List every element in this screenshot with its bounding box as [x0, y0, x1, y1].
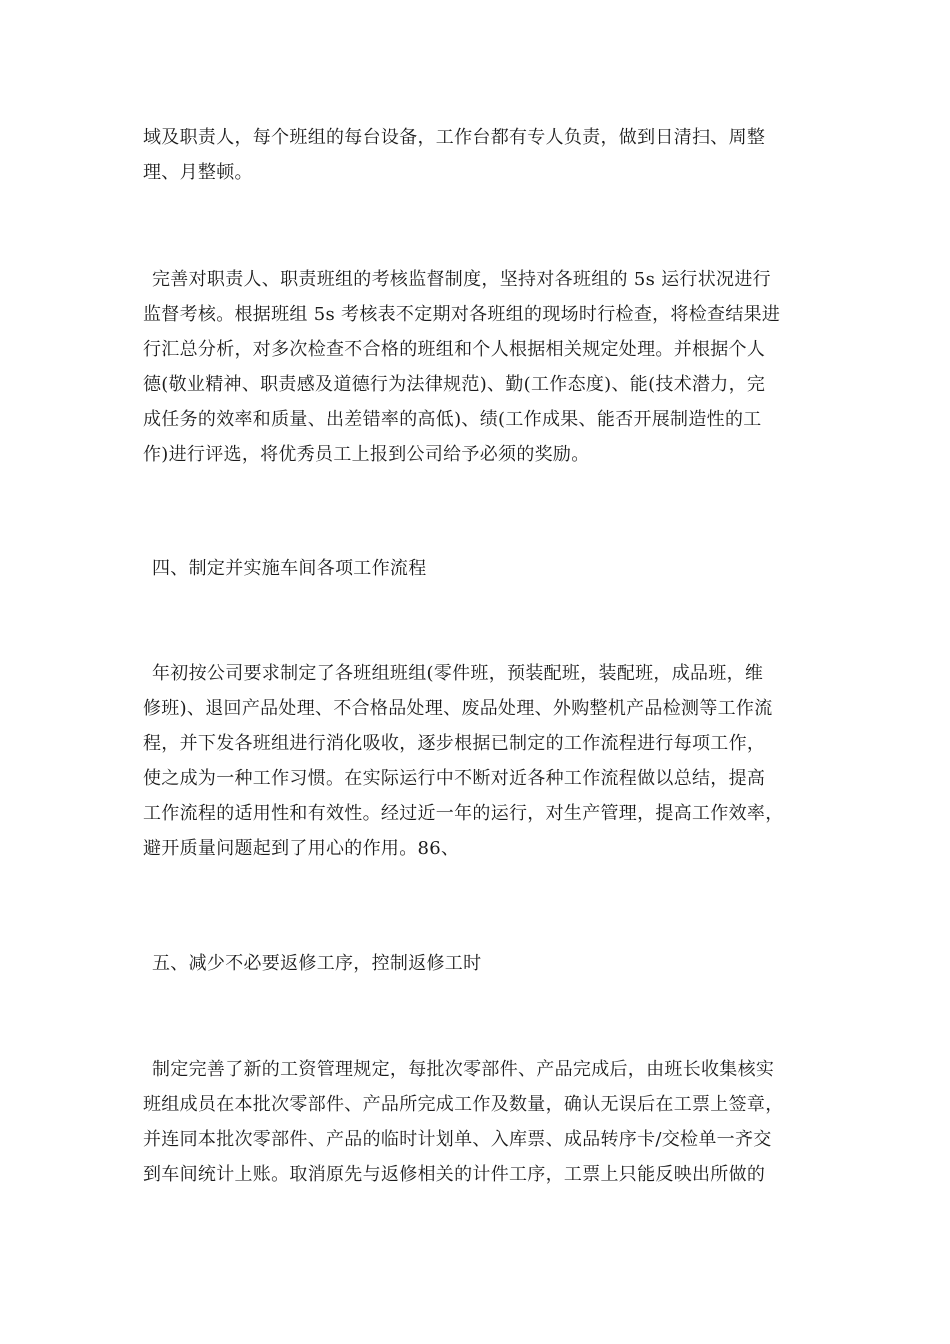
paragraph-line: 年初按公司要求制定了各班组班组(零件班，预装配班，装配班，成品班，维	[152, 663, 764, 684]
paragraph-line: 程，并下发各班组进行消化吸收，逐步根据已制定的工作流程进行每项工作，	[143, 733, 766, 754]
paragraph-line: 作)进行评选，将优秀员工上报到公司给予必须的奖励。	[143, 444, 590, 465]
paragraph-4	[143, 1052, 813, 1192]
paragraph-1	[143, 120, 813, 190]
paragraph-line: 理、月整顿。	[143, 162, 253, 183]
paragraph-line: 并连同本批次零部件、产品的临时计划单、入库票、成品转序卡/交检单一齐交	[143, 1129, 772, 1150]
section-heading-5	[143, 946, 813, 981]
section-heading: 四、制定并实施车间各项工作流程	[152, 558, 427, 579]
paragraph-line: 工作流程的适用性和有效性。经过近一年的运行，对生产管理，提高工作效率，	[143, 803, 784, 824]
paragraph-line: 制定完善了新的工资管理规定，每批次零部件、产品完成后，由班长收集核实	[152, 1059, 775, 1080]
paragraph-line: 到车间统计上账。取消原先与返修相关的计件工序，工票上只能反映出所做的	[143, 1164, 766, 1185]
section-heading-4	[143, 551, 813, 586]
paragraph-line: 避开质量问题起到了用心的作用。86、	[143, 838, 460, 859]
paragraph-line: 完善对职责人、职责班组的考核监督制度，坚持对各班组的 5s 运行状况进行	[152, 269, 771, 290]
paragraph-line: 班组成员在本批次零部件、产品所完成工作及数量，确认无误后在工票上签章，	[143, 1094, 784, 1115]
section-heading: 五、减少不必要返修工序，控制返修工时	[152, 953, 482, 974]
paragraph-line: 行汇总分析，对多次检查不合格的班组和个人根据相关规定处理。并根据个人	[143, 339, 766, 360]
paragraph-line: 使之成为一种工作习惯。在实际运行中不断对近各种工作流程做以总结，提高	[143, 768, 766, 789]
paragraph-2	[143, 262, 813, 472]
paragraph-line: 德(敬业精神、职责感及道德行为法律规范)、勤(工作态度)、能(技术潜力，完	[143, 374, 766, 395]
paragraph-line: 监督考核。根据班组 5s 考核表不定期对各班组的现场时行检查，将检查结果进	[143, 304, 781, 325]
paragraph-3	[143, 656, 813, 866]
paragraph-line: 成任务的效率和质量、出差错率的高低)、绩(工作成果、能否开展制造性的工	[143, 409, 762, 430]
paragraph-line: 修班)、退回产品处理、不合格品处理、废品处理、外购整机产品检测等工作流	[143, 698, 773, 719]
paragraph-line: 域及职责人，每个班组的每台设备，工作台都有专人负责，做到日清扫、周整	[143, 127, 766, 148]
